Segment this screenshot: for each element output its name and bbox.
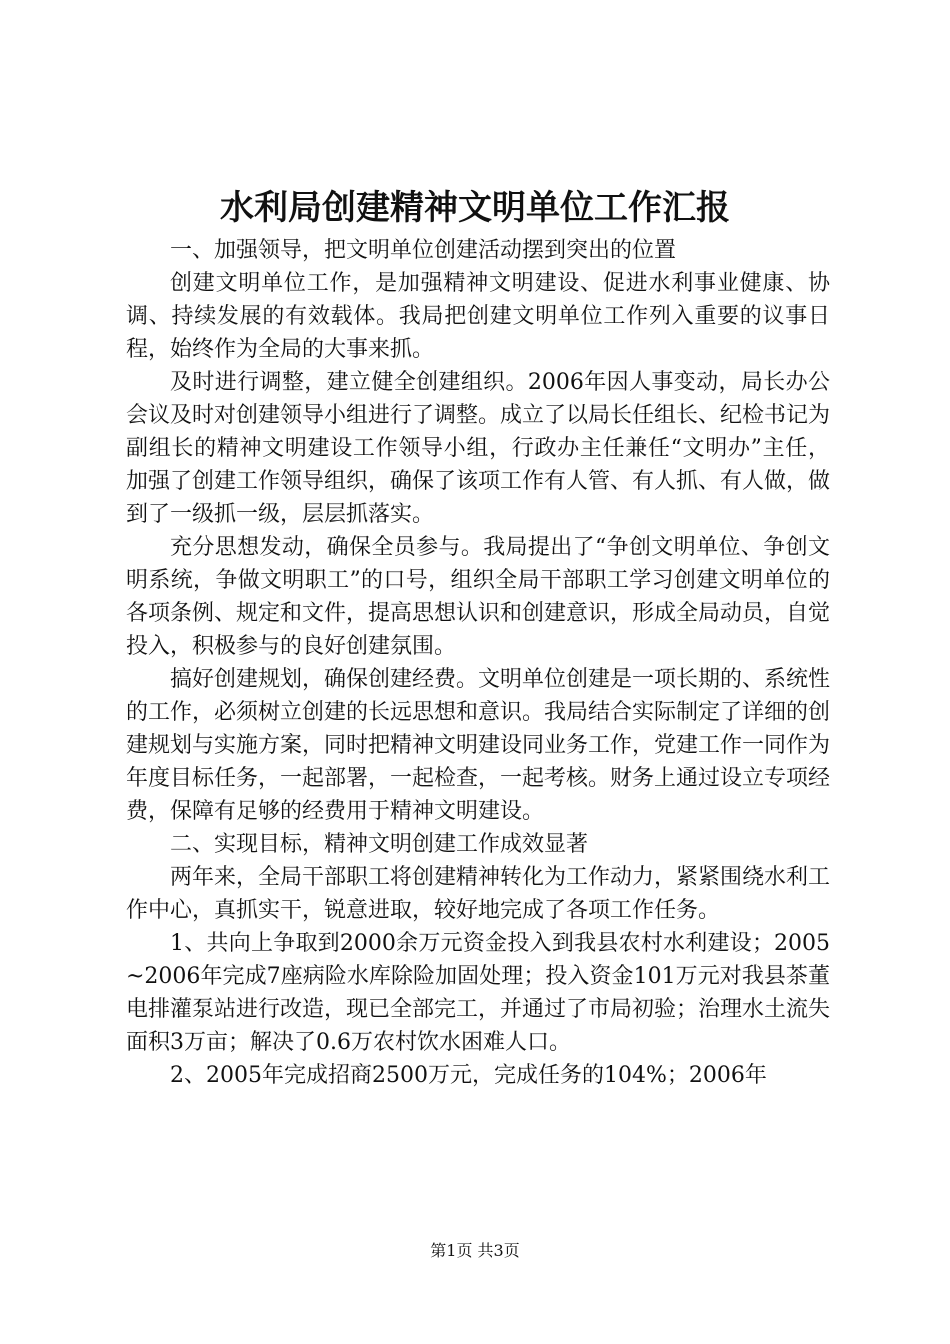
body-paragraph: 及时进行调整，建立健全创建组织。2006年因人事变动，局长办公会议及时对创建领导小组进行了调整。成立了以局长任组长、纪检书记为副组长的精神文明建设工作领导小组，行政办主任兼任“文明办”主任，加强了创建工作领导组织，确保了该项工作有人管、有人抓、有人做，做到了一级抓一级，层层抓落实。: [126, 370, 831, 527]
section-heading: 二、实现目标，精神文明创建工作成效显著: [170, 832, 589, 857]
document-body: [126, 234, 830, 1092]
body-paragraph: 充分思想发动，确保全员参与。我局提出了“争创文明单位、争创文明系统，争做文明职工”的口号，组织全局干部职工学习创建文明单位的各项条例、规定和文件，提高思想认识和创建意识，形成全局动员，自觉投入，积极参与的良好创建氛围。: [126, 535, 831, 659]
body-paragraph: 搞好创建规划，确保创建经费。文明单位创建是一项长期的、系统性的工作，必须树立创建的长远思想和意识。我局结合实际制定了详细的创建规划与实施方案，同时把精神文明建设同业务工作，党建工作一同作为年度目标任务，一起部署，一起检查，一起考核。财务上通过设立专项经费，保障有足够的经费用于精神文明建设。: [126, 667, 831, 824]
document-title: 水利局创建精神文明单位工作汇报: [220, 188, 730, 228]
section-heading: 一、加强领导，把文明单位创建活动摆到突出的位置: [170, 238, 677, 263]
body-paragraph: 1、共向上争取到2000余万元资金投入到我县农村水利建设；2005~2006年完成7座病险水库除险加固处理；投入资金101万元对我县茶董电排灌泵站进行改造，现已全部完工，并通过了市局初验；治理水土流失面积3万亩；解决了0.6万农村饮水困难人口。: [126, 931, 831, 1055]
body-paragraph: 两年来，全局干部职工将创建精神转化为工作动力，紧紧围绕水利工作中心，真抓实干，锐意进取，较好地完成了各项工作任务。: [126, 865, 831, 923]
body-paragraph: 创建文明单位工作，是加强精神文明建设、促进水利事业健康、协调、持续发展的有效载体。我局把创建文明单位工作列入重要的议事日程，始终作为全局的大事来抓。: [126, 271, 830, 362]
page-footer: 第1页 共3页: [430, 1241, 520, 1260]
body-paragraph: 2、2005年完成招商2500万元，完成任务的104%；2006年: [170, 1063, 767, 1088]
